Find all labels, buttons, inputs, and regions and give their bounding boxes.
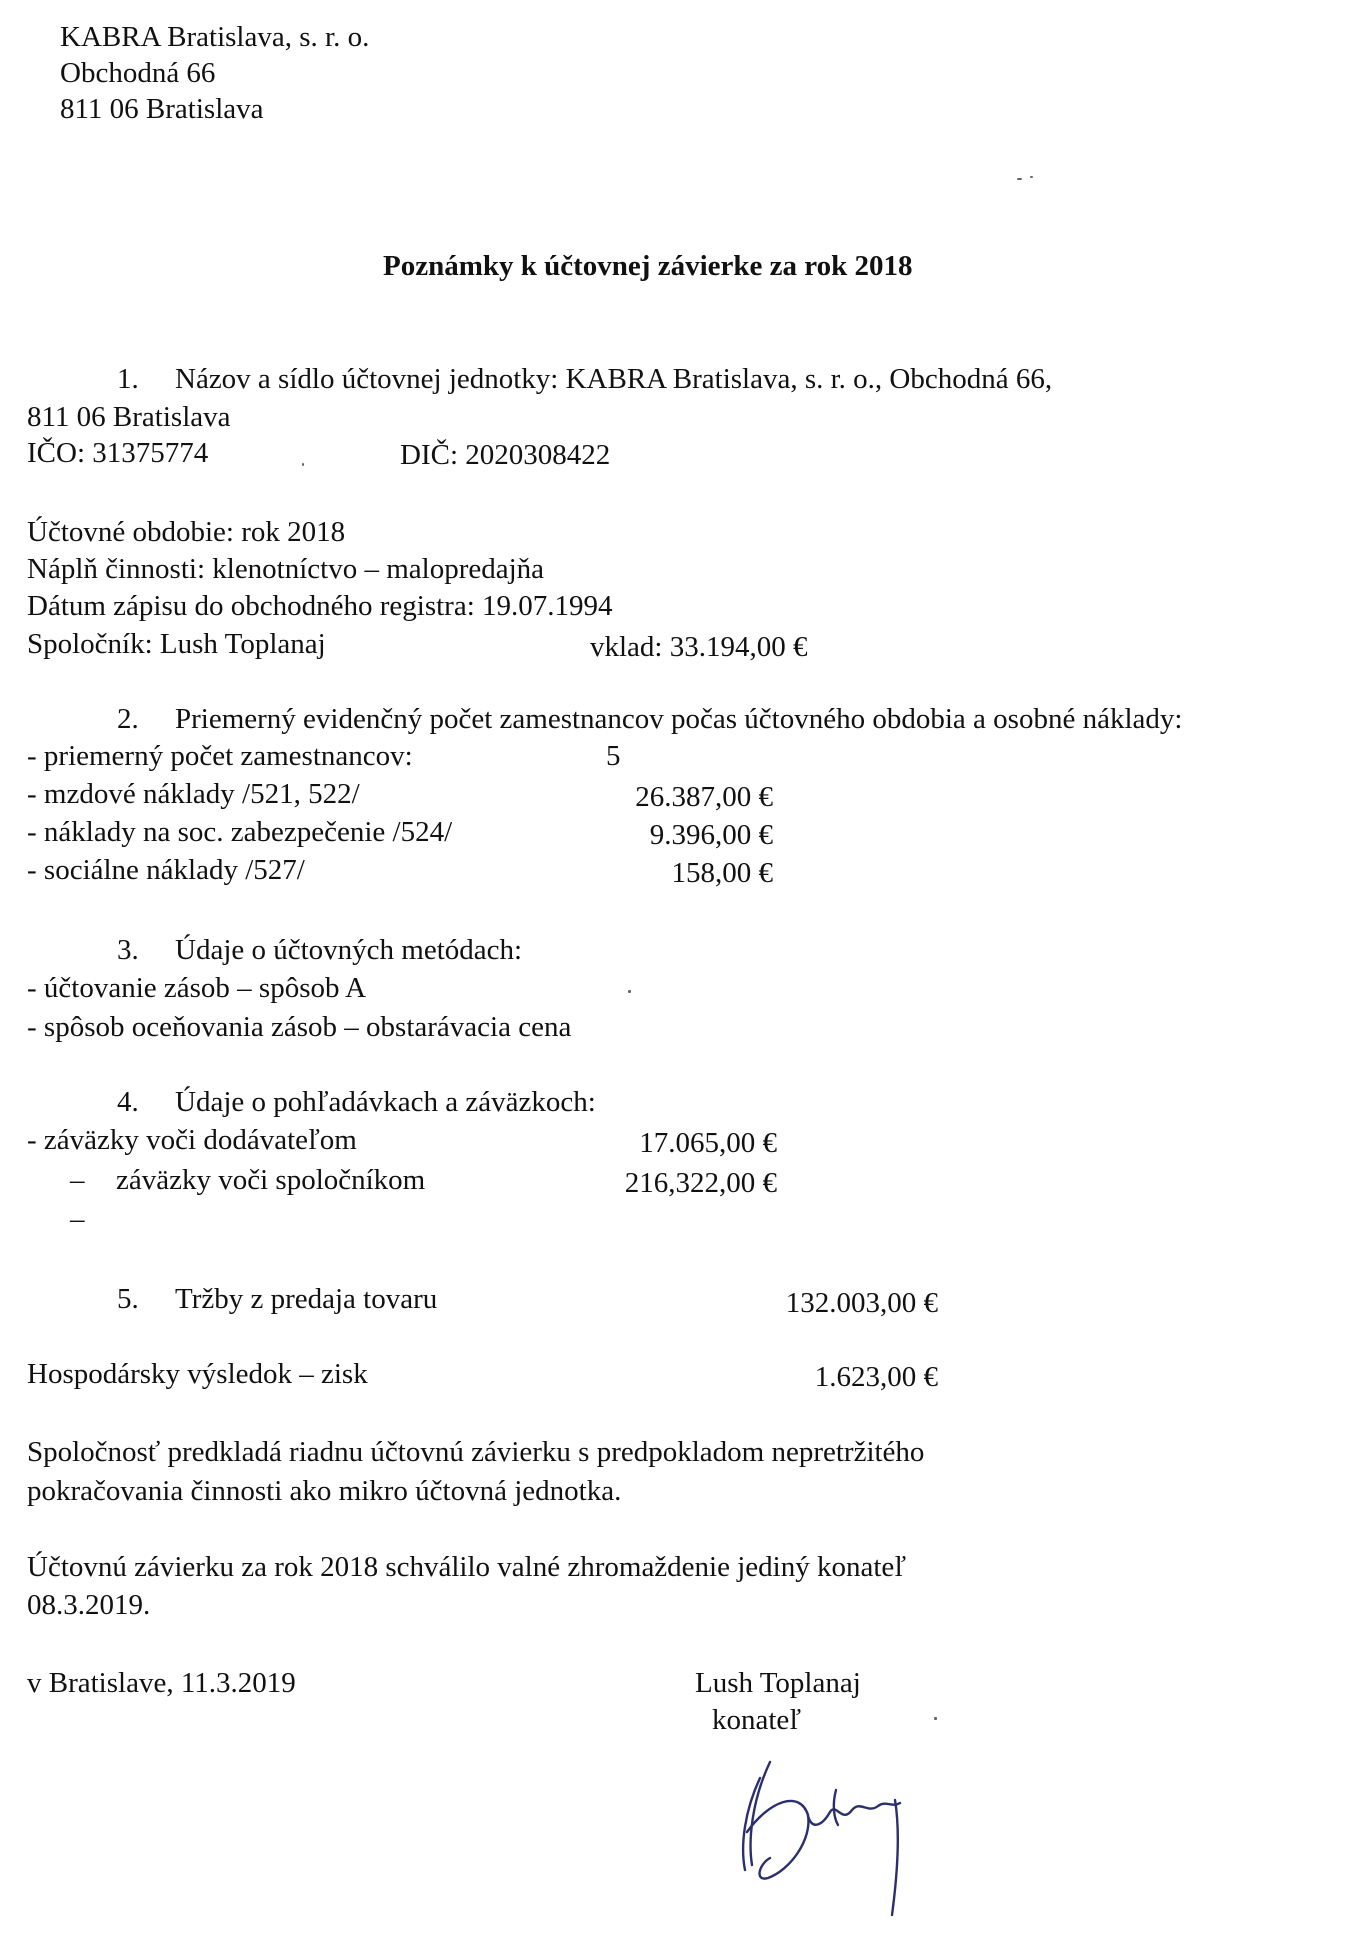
- list-item-value: 17.065,00 €: [639, 1127, 777, 1159]
- list-item-label: - náklady na soc. zabezpečenie /524/: [27, 816, 453, 848]
- list-item-value: 158,00 €: [671, 857, 773, 889]
- signer-name: Lush Toplanaj: [695, 1667, 861, 1699]
- going-concern-statement: Spoločnosť predkladá riadnu účtovnú závierku s predpokladom nepretržitého: [27, 1436, 925, 1468]
- section-1-number: 1.: [117, 363, 139, 395]
- ico-field: IČO: 31375774: [27, 437, 209, 469]
- company-street: Obchodná 66: [60, 57, 216, 89]
- list-item-dash: –: [70, 1203, 85, 1235]
- going-concern-statement-cont: pokračovania činnosti ako mikro účtovná jednotka.: [27, 1475, 622, 1507]
- scan-speck: [934, 1717, 937, 1720]
- list-item: - účtovanie zásob – spôsob A: [27, 972, 367, 1004]
- section-3-number: 3.: [117, 934, 139, 966]
- section-1-heading: Názov a sídlo účtovnej jednotky: KABRA Bratislava, s. r. o., Obchodná 66,: [175, 363, 1053, 395]
- list-item-label: - záväzky voči dodávateľom: [27, 1124, 357, 1156]
- list-item-value: 26.387,00 €: [635, 781, 773, 813]
- section-4-number: 4.: [117, 1086, 139, 1118]
- list-item-value: 5: [606, 740, 621, 772]
- partner-deposit: vklad: 33.194,00 €: [590, 631, 808, 663]
- accounting-period: Účtovné obdobie: rok 2018: [27, 516, 346, 548]
- list-item-label: - priemerný počet zamestnancov:: [27, 740, 413, 772]
- place-and-date: v Bratislave, 11.3.2019: [27, 1667, 296, 1699]
- list-item-label: - sociálne náklady /527/: [27, 854, 305, 886]
- approval-date: 08.3.2019.: [27, 1589, 151, 1621]
- sales-label: Tržby z predaja tovaru: [175, 1283, 438, 1315]
- list-item-value: 216,322,00 €: [624, 1167, 777, 1199]
- scan-speck: [1017, 178, 1022, 180]
- section-1-heading-cont: 811 06 Bratislava: [27, 401, 231, 433]
- result-label: Hospodársky výsledok – zisk: [27, 1358, 368, 1390]
- document-title: Poznámky k účtovnej závierke za rok 2018: [383, 250, 913, 282]
- partner-name: Spoločník: Lush Toplanaj: [27, 628, 326, 660]
- registration-date: Dátum zápisu do obchodného registra: 19.07.1994: [27, 590, 613, 622]
- list-item-label: - mzdové náklady /521, 522/: [27, 778, 360, 810]
- scan-speck: [302, 463, 304, 466]
- section-2-number: 2.: [117, 703, 139, 735]
- result-value: 1.623,00 €: [814, 1361, 938, 1393]
- list-item-value: 9.396,00 €: [649, 819, 773, 851]
- list-item: - spôsob oceňovania zásob – obstarávacia cena: [27, 1011, 572, 1043]
- scan-speck: [1030, 176, 1033, 178]
- section-3-heading: Údaje o účtovných metódach:: [175, 934, 523, 966]
- company-city: 811 06 Bratislava: [60, 93, 264, 125]
- approval-statement: Účtovnú závierku za rok 2018 schválilo valné zhromaždenie jediný konateľ: [27, 1551, 907, 1583]
- list-item-label: záväzky voči spoločníkom: [116, 1164, 426, 1196]
- business-activity: Náplň činnosti: klenotníctvo – malopredajňa: [27, 553, 545, 585]
- signer-role: konateľ: [712, 1704, 802, 1736]
- dic-field: DIČ: 2020308422: [400, 439, 611, 471]
- section-2-heading: Priemerný evidenčný počet zamestnancov počas účtovného obdobia a osobné náklady:: [175, 703, 1183, 735]
- scan-speck: [628, 990, 631, 993]
- section-5-number: 5.: [117, 1283, 139, 1315]
- section-4-heading: Údaje o pohľadávkach a záväzkoch:: [175, 1086, 596, 1118]
- sales-value: 132.003,00 €: [785, 1287, 938, 1319]
- company-name: KABRA Bratislava, s. r. o.: [60, 21, 370, 53]
- list-item-dash: –: [70, 1164, 85, 1196]
